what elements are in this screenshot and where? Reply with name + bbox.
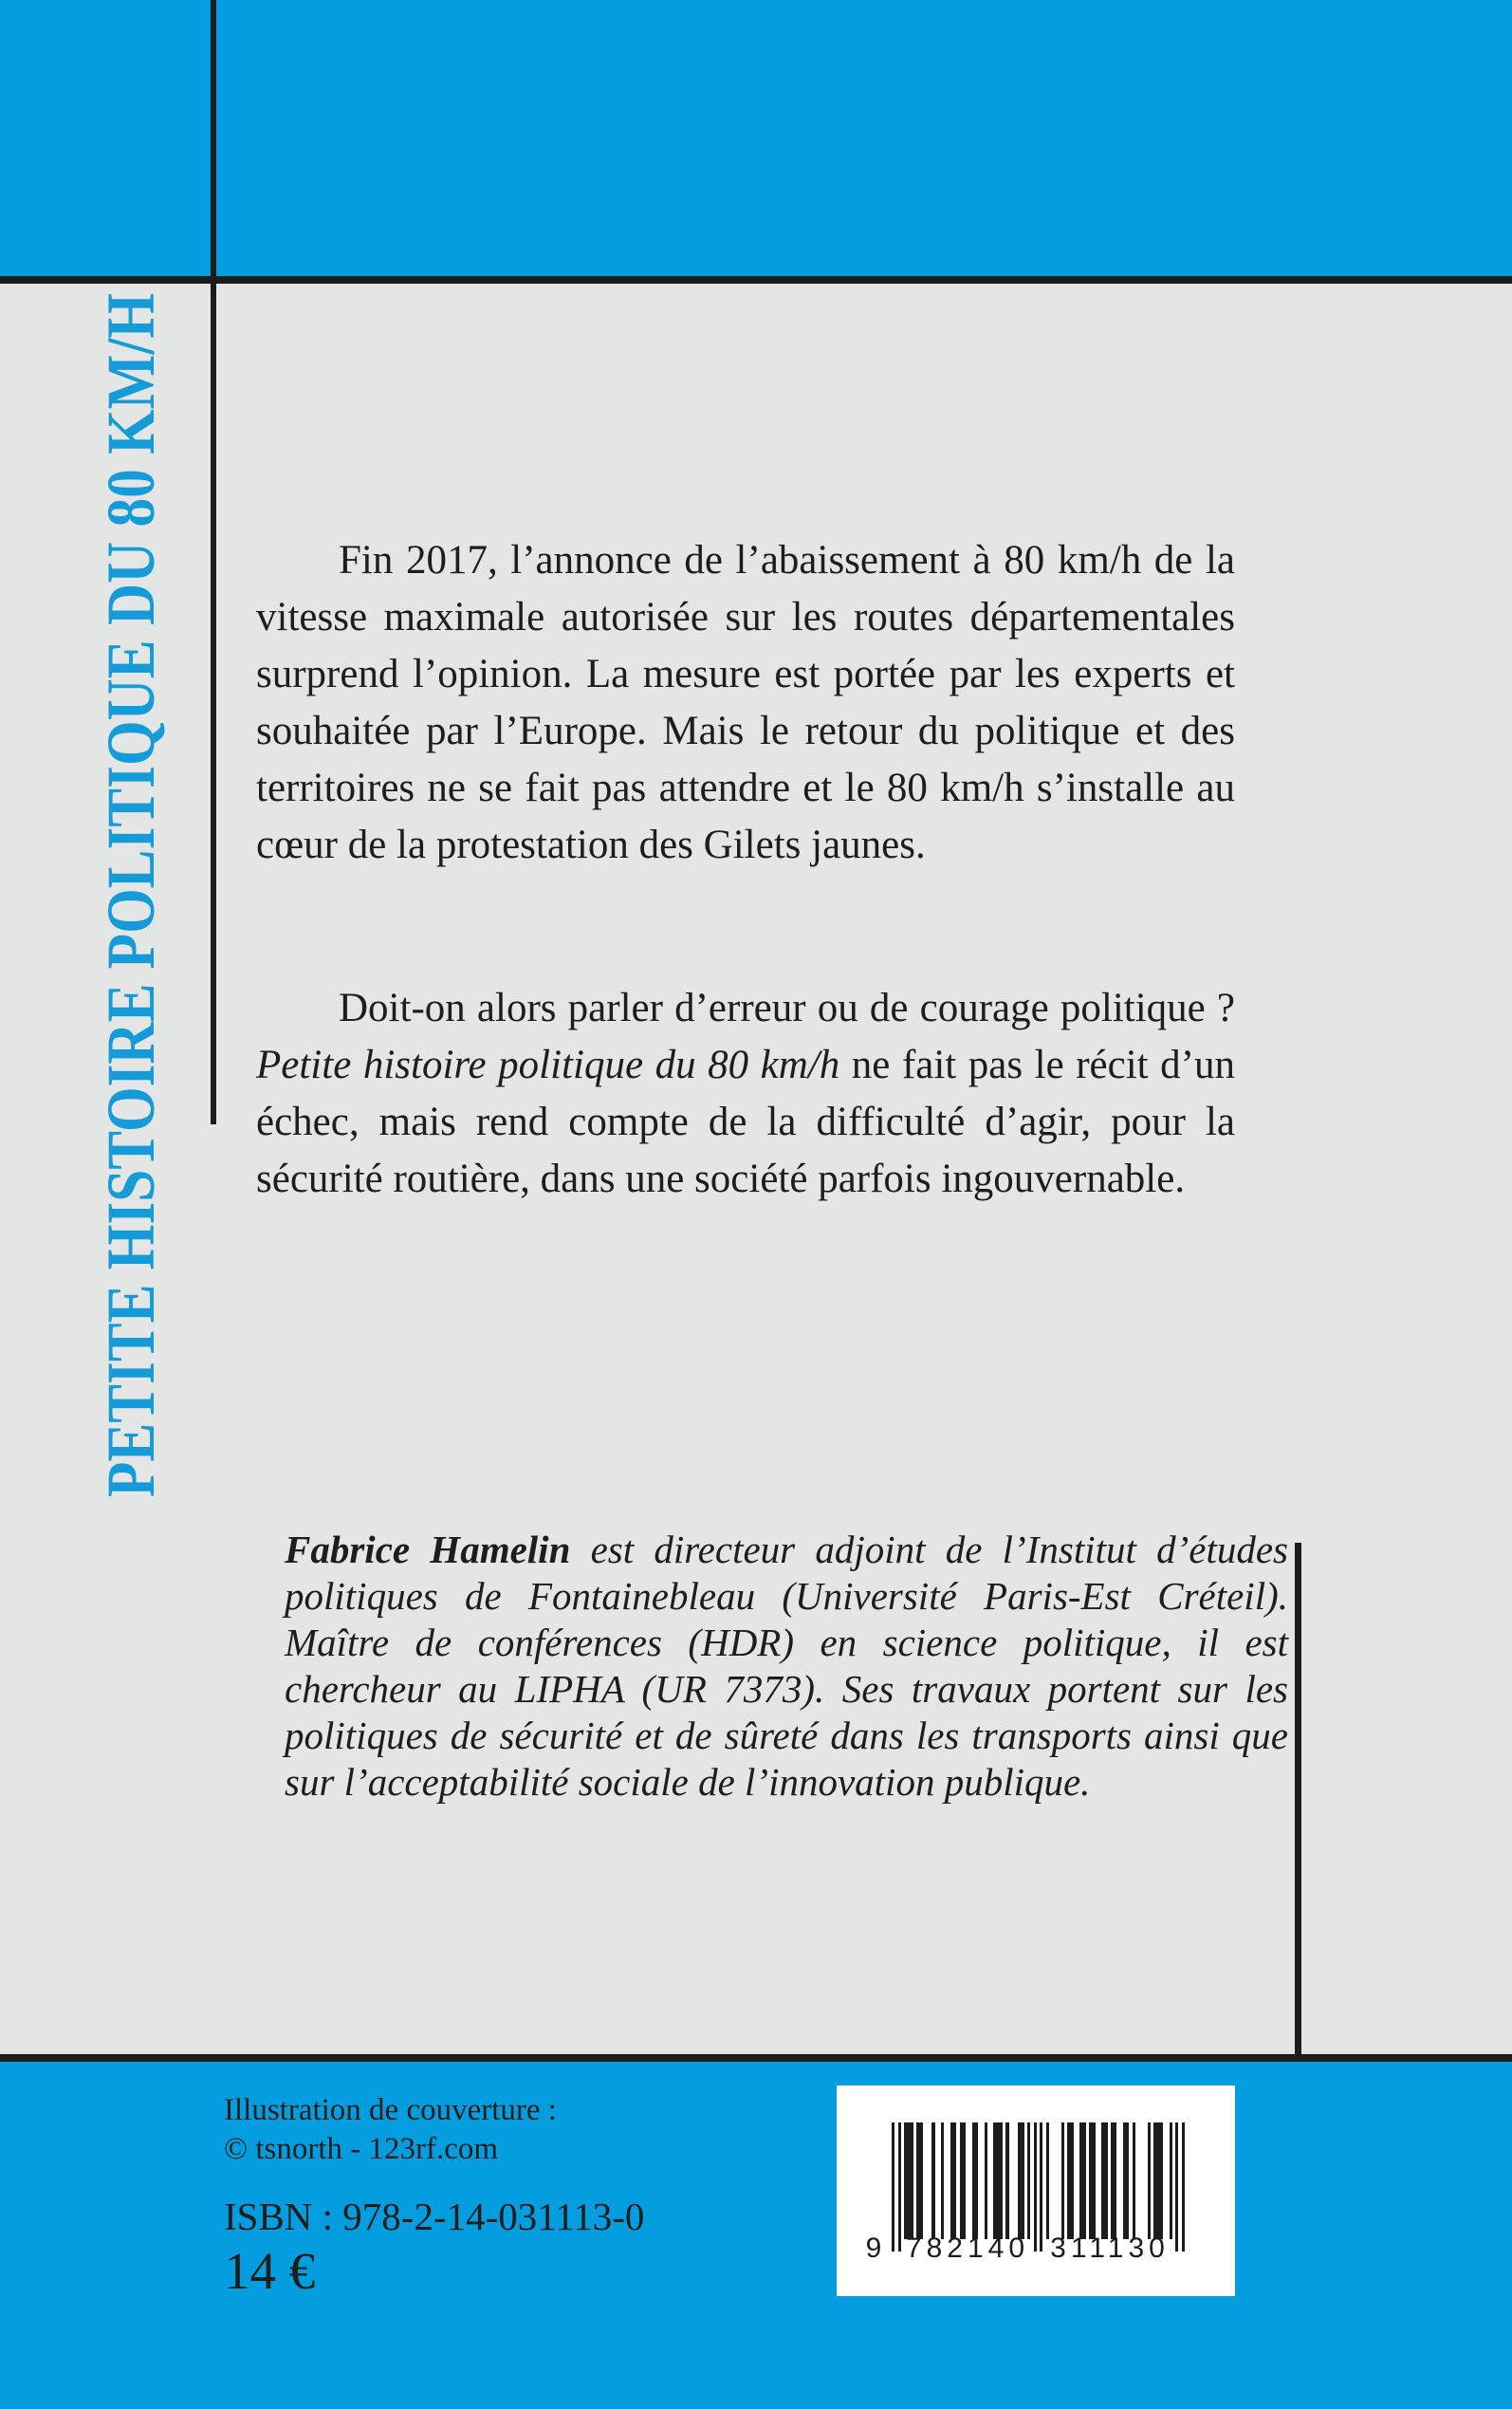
barcode-digit-left-group: 782140: [905, 2233, 1030, 2264]
top-horizontal-rule: [0, 276, 1512, 284]
synopsis-p2-lead: Doit-on alors parler d’erreur ou de courage politique ?: [339, 986, 1235, 1030]
synopsis-paragraph-1: Fin 2017, l’annonce de l’abaissement à 80 km/h de la vitesse maximale autorisée sur les routes départementales surprend l’opinion. La mesure est portée par les experts et souhaitée par l’Europe. Mais le retour du politique et des territoires ne se fait pas attendre et le 80 km/h s’installe au cœur de la protestation des Gilets jaunes.: [256, 538, 1235, 867]
author-bio: [285, 1527, 1288, 1806]
author-name: Fabrice Hamelin: [285, 1528, 571, 1571]
left-vertical-rule: [211, 0, 216, 1124]
bottom-horizontal-rule: [0, 2054, 1512, 2062]
book-title-italic: Petite histoire politique du 80 km/h: [256, 1043, 840, 1087]
credit-line-1: Illustration de couverture :: [224, 2093, 557, 2127]
top-color-band: [0, 0, 1512, 276]
barcode-digit-prefix: 9: [865, 2233, 882, 2264]
author-bio-text: est directeur adjoint de l’Institut d’études politiques de Fontainebleau (Université Paris-Est Créteil). Maître de conférences (HDR) en science politique, il est chercheur au LIPHA (UR 7373). Ses travaux portent sur les politiques de sécurité et de sûreté dans les transports ainsi que sur l’acceptabilité sociale de l’innovation publique.: [285, 1528, 1288, 1804]
barcode: [837, 2085, 1235, 2296]
barcode-bars: [865, 2122, 1186, 2264]
synopsis-paragraph-2: [256, 980, 1235, 1208]
barcode-module: [1182, 2122, 1185, 2251]
barcode-digit-right-group: 311130: [1050, 2233, 1170, 2264]
synopsis-p2-tail: ne fait pas le récit d’un échec, mais rend compte de la difficulté d’agir, pour la sécurité routière, dans une société parfois ingouvernable.: [256, 1043, 1235, 1201]
isbn-text: ISBN : 978-2-14-031113-0: [224, 2195, 645, 2238]
spine-title: PETITE HISTOIRE POLITIQUE DU 80 KM/H: [93, 292, 169, 1497]
price-text: 14 €: [224, 2242, 316, 2300]
credit-line-2: © tsnorth - 123rf.com: [224, 2132, 499, 2166]
cover-illustration-credit: [224, 2091, 888, 2169]
